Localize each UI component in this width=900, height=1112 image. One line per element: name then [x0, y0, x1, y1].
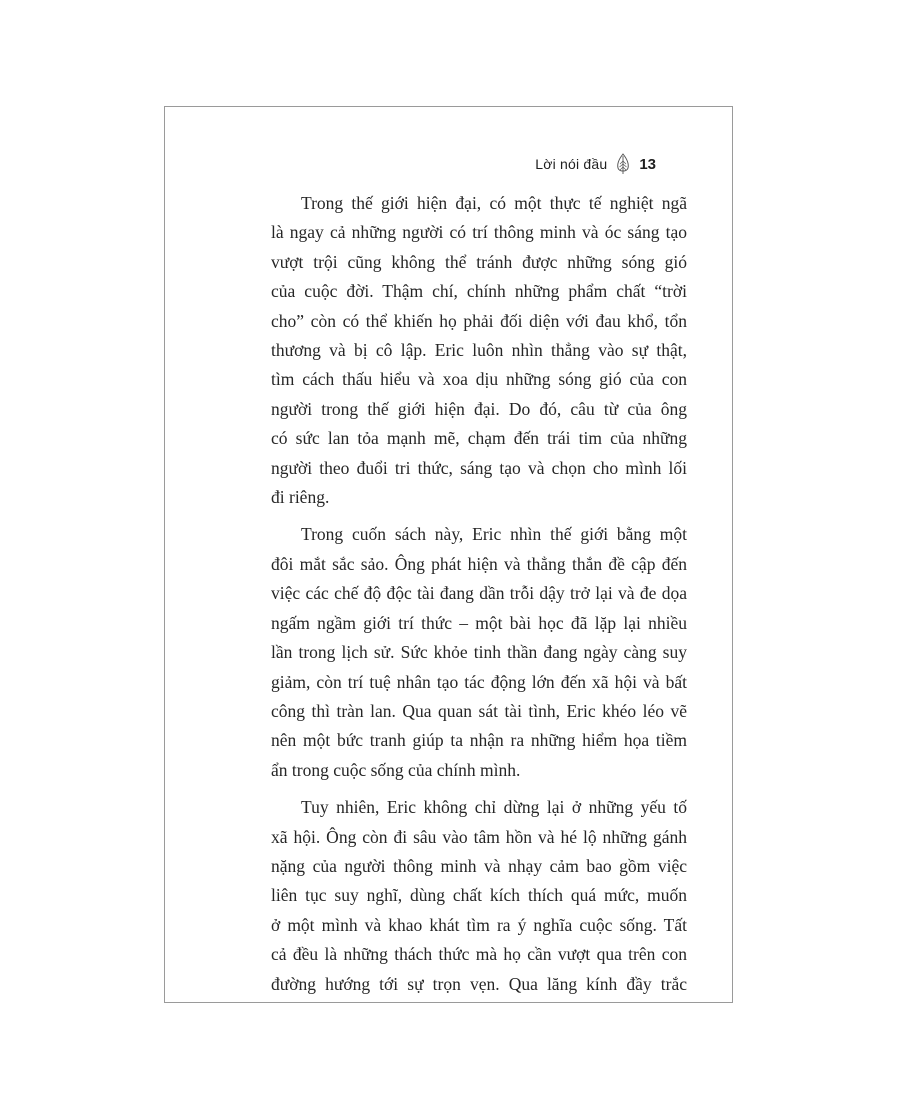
text-line: cả đều là những thách thức mà họ cần vượt qua trên con	[271, 944, 687, 965]
paragraph-1	[271, 189, 687, 512]
text-line: của cuộc đời. Thậm chí, chính những phẩm chất “trời	[271, 281, 687, 302]
text-line: vượt trội cũng không thể tránh được những sóng gió	[271, 251, 687, 272]
text-line: ẩn trong cuộc sống của chính mình.	[271, 759, 521, 780]
section-title: Lời nói đầu	[535, 156, 608, 172]
text-line: là ngay cả những người có trí thông minh và óc sáng tạo	[271, 222, 687, 243]
text-line: nặng của người thông minh và nhạy cảm bao gồm việc	[271, 855, 687, 876]
text-line: ở một mình và khao khát tìm ra ý nghĩa cuộc sống. Tất	[271, 914, 687, 935]
text-line: đường hướng tới sự trọn vẹn. Qua lăng kính đầy trắc	[271, 973, 687, 994]
text-line: liên tục suy nghĩ, dùng chất kích thích quá mức, muốn	[271, 885, 687, 906]
text-line: lần trong lịch sử. Sức khỏe tinh thần đang ngày càng suy	[271, 642, 687, 663]
text-line: việc các chế độ độc tài đang dần trỗi dậy trở lại và đe dọa	[271, 583, 687, 604]
text-line: Trong cuốn sách này, Eric nhìn thế giới bằng một	[301, 524, 687, 545]
text-line: giảm, còn trí tuệ nhân tạo tác động lớn đến xã hội và bất	[271, 671, 687, 692]
paragraph-2	[271, 520, 687, 785]
text-line: tìm cách thấu hiểu và xoa dịu những sóng gió của con	[271, 369, 687, 390]
text-line: công thì tràn lan. Qua quan sát tài tình, Eric khéo léo vẽ	[271, 700, 687, 721]
text-line: có sức lan tỏa mạnh mẽ, chạm đến trái tim của những	[271, 428, 687, 449]
text-line: ngấm ngầm giới trí thức – một bài học đã lặp lại nhiều	[271, 612, 687, 633]
page-number: 13	[639, 155, 656, 173]
text-line: thương và bị cô lập. Eric luôn nhìn thẳng vào sự thật,	[271, 340, 687, 361]
text-line: người trong thế giới hiện đại. Do đó, câu từ của ông	[271, 398, 687, 419]
text-line: đôi mắt sắc sảo. Ông phát hiện và thẳng thắn đề cập đến	[271, 553, 687, 574]
running-header	[535, 153, 656, 175]
book-page	[164, 106, 733, 1003]
text-line: cho” còn có thể khiến họ phải đối diện với đau khổ, tổn	[271, 310, 687, 331]
text-line: Trong thế giới hiện đại, có một thực tế nghiệt ngã	[301, 193, 687, 213]
text-line: xã hội. Ông còn đi sâu vào tâm hồn và hé lộ những gánh	[271, 826, 687, 847]
text-line: đi riêng.	[271, 487, 330, 508]
body-text	[271, 189, 687, 1007]
text-line: nên một bức tranh giúp ta nhận ra những hiểm họa tiềm	[271, 730, 687, 751]
paragraph-3	[271, 793, 687, 999]
text-line: người theo đuổi tri thức, sáng tạo và chọn cho mình lối	[271, 457, 687, 478]
text-line: Tuy nhiên, Eric không chỉ dừng lại ở những yếu tố	[301, 797, 687, 818]
leaf-ornament-icon	[615, 153, 631, 175]
